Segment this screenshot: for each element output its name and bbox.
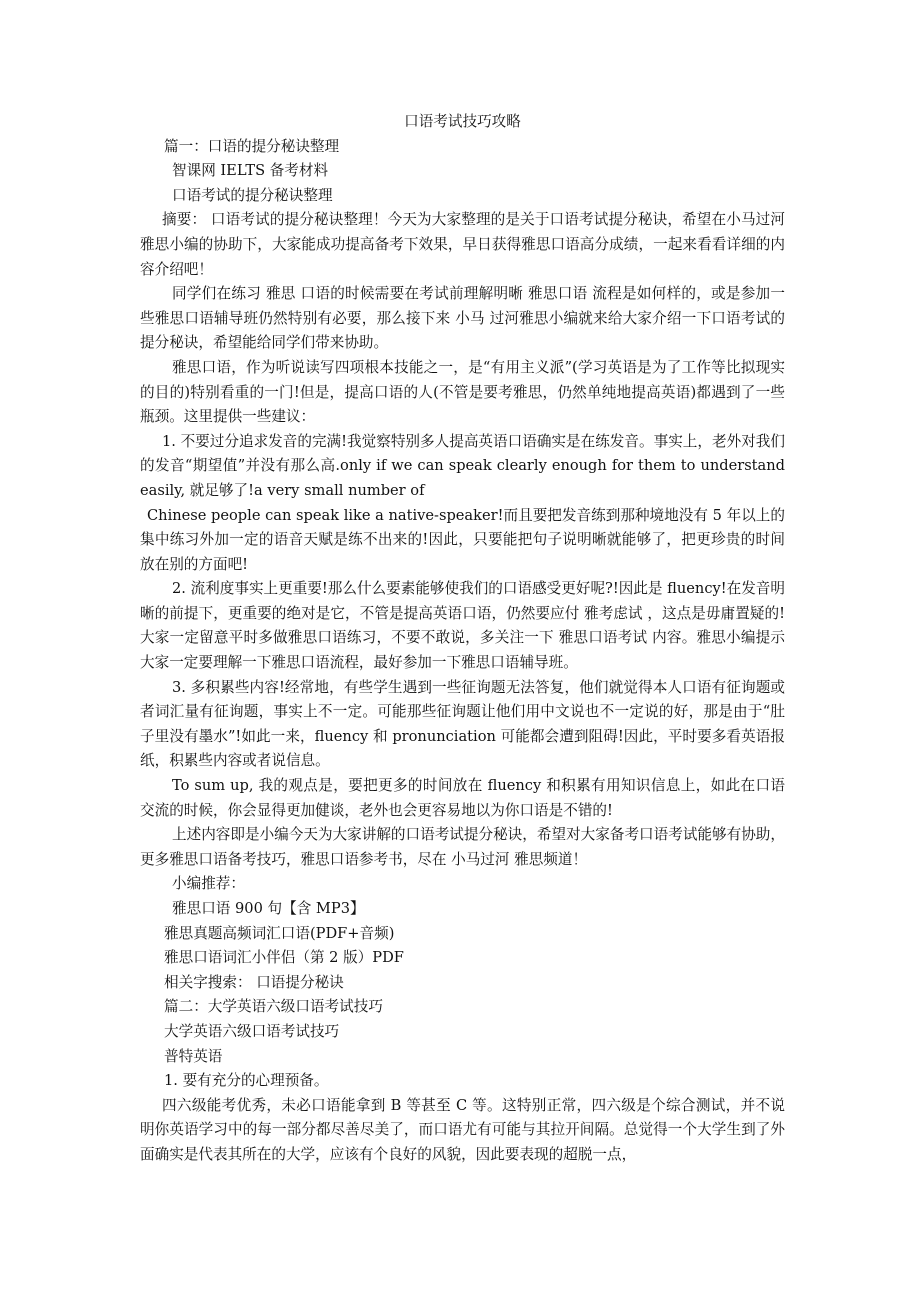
- related-search: 相关字搜索： 口语提分秘诀: [164, 973, 344, 991]
- document-page: [140, 110, 785, 1168]
- section2-paragraph: 四六级能考优秀，未必口语能拿到 B 等甚至 C 等。这特别正常，四六级是个综合测试，并不说明你英语学习中的每一部分都尽善尽美了，而口语尤有可能与其拉开间隔。总觉得一个大学生到了外面确实是代表其所在的大学，应该有个良好的风貌，因此要表现的超脱一点，: [140, 1096, 785, 1163]
- recommend-item-3: 雅思口语词汇小伴侣（第 2 版）PDF: [164, 949, 404, 967]
- ielts-speaking-paragraph: 雅思口语，作为听说读写四项根本技能之一，是“有用主义派”(学习英语是为了工作等比拟现实的目的)特别看重的一门!但是，提高口语的人(不管是要考雅思，仍然单纯地提高英语)都遇到了一些瓶颈。这里提供一些建议：: [140, 358, 785, 426]
- tip1-paragraph: 1. 不要过分追求发音的完满!我觉察特别多人提高英语口语确实是在练发音。事实上，老外对我们的发音“期望值”并没有那么高.only if we can speak clearly enough for them to understand easily, 就足够了!a very small number of: [140, 432, 785, 499]
- abstract-paragraph: 摘要： 口语考试的提分秘诀整理！今天为大家整理的是关于口语考试提分秘诀，希望在小马过河雅思小编的协助下，大家能成功提高备考下效果，早日获得雅思口语高分成绩，一起来看看详细的内容介绍吧！: [140, 211, 785, 278]
- recommend-label: 小编推荐：: [172, 875, 245, 893]
- tip3-paragraph: 3. 多积累些内容!经常地，有些学生遇到一些征询题无法答复，他们就觉得本人口语有征询题或者词汇量有征询题，事实上不一定。可能那些征询题让他们用中文说也不一定说的好，那是由于“肚子里没有墨水”!如此一来，fluency 和 pronunciation 可能都会遭到阻碍!因此，平时要多看英语报纸，积累些内容或者说信息。: [140, 678, 785, 770]
- recommend-item-2: 雅思真题高频词汇口语(PDF+音频): [164, 924, 395, 942]
- section2-source: 普特英语: [164, 1047, 223, 1065]
- section1-heading: 篇一：口语的提分秘诀整理: [164, 137, 340, 155]
- recommend-item-1: 雅思口语 900 句【含 MP3】: [172, 900, 365, 917]
- sumup-paragraph: To sum up, 我的观点是，要把更多的时间放在 fluency 和积累有用知识信息上，如此在口语交流的时候，你会显得更加健谈，老外也会更容易地以为你口语是不错的!: [140, 777, 785, 819]
- section2-point1: 1. 要有充分的心理预备。: [164, 1072, 329, 1090]
- section2-title: 大学英语六级口语考试技巧: [164, 1022, 340, 1040]
- subtitle-line: 口语考试的提分秘诀整理: [172, 186, 333, 204]
- document-title: 口语考试技巧攻略: [404, 113, 521, 130]
- section2-heading: 篇二：大学英语六级口语考试技巧: [164, 998, 383, 1016]
- intro-paragraph: 同学们在练习 雅思 口语的时候需要在考试前理解明晰 雅思口语 流程是如何样的，或是参加一些雅思口语辅导班仍然特别有必要，那么接下来 小马 过河雅思小编就来给大家介绍一下口语考试的提分秘诀，希望能给同学们带来协助。: [140, 285, 785, 352]
- tip2-paragraph: 2. 流利度事实上更重要!那么什么要素能够使我们的口语感受更好呢?!因此是 fluency!在发音明晰的前提下，更重要的绝对是它，不管是提高英语口语，仍然要应付 雅考虑试 ，这点是毋庸置疑的!大家一定留意平时多做雅思口语练习，不要不敢说，多关注一下 雅思口语考试 内容。雅思小编提示大家一定要理解一下雅思口语流程，最好参加一下雅思口语辅导班。: [140, 580, 785, 672]
- tip1-continued-paragraph: Chinese people can speak like a native-speaker!而且要把发音练到那种境地没有 5 年以上的集中练习外加一定的语音天赋是练不出来的!因此，只要能把句子说明晰就能够了，把更珍贵的时间放在别的方面吧!: [140, 506, 785, 573]
- source-line: 智课网 IELTS 备考材料: [172, 162, 329, 180]
- closing-paragraph: 上述内容即是小编今天为大家讲解的口语考试提分秘诀，希望对大家备考口语考试能够有协助，更多雅思口语备考技巧，雅思口语参考书，尽在 小马过河 雅思频道！: [140, 826, 785, 868]
